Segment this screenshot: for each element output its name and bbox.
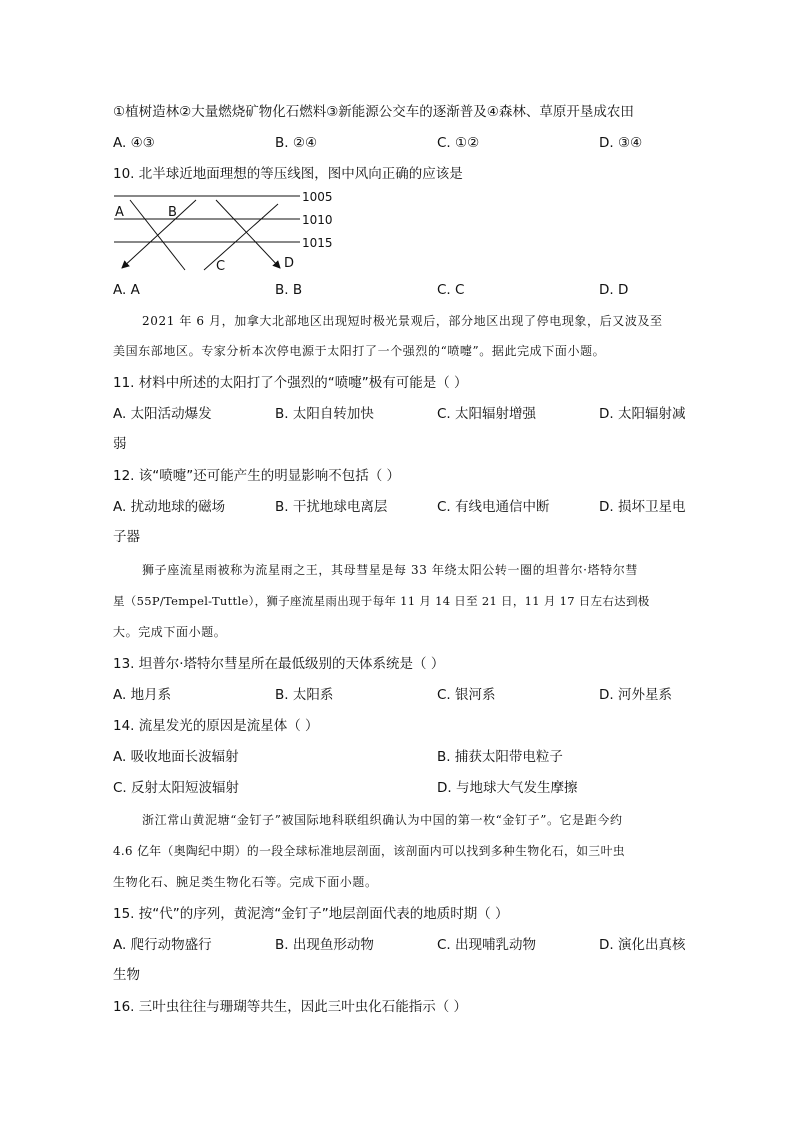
q13-option-d[interactable]: D. 河外星系 — [599, 687, 672, 703]
q9-option-d[interactable]: D. ③④ — [599, 135, 643, 151]
q15-option-d[interactable]: D. 演化出真核 — [599, 937, 686, 953]
q9-option-a[interactable]: A. ④③ — [113, 135, 155, 151]
q10-option-c[interactable]: C. C — [437, 282, 465, 298]
q9-option-c[interactable]: C. ①② — [437, 135, 480, 151]
passage1-line2: 美国东部地区。专家分析本次停电源于太阳打了一个强烈的“喷嚏”。据此完成下面小题。 — [113, 344, 606, 358]
q10-option-b[interactable]: B. B — [275, 282, 303, 298]
passage2-line1: 狮子座流星雨被称为流星雨之王，其母彗星是每 33 年绕太阳公转一圈的坦普尔·塔特尔彗 — [142, 563, 638, 577]
q9-option-b[interactable]: B. ②④ — [275, 135, 318, 151]
q14-stem: 14. 流星发光的原因是流星体（ ） — [113, 718, 319, 734]
q12-option-b[interactable]: B. 干扰地球电离层 — [275, 499, 388, 515]
wind-arrow-a — [122, 200, 196, 268]
q9-items: ①植树造林②大量燃烧矿物化石燃料③新能源公交车的逐渐普及④森林、草原开垦成农田 — [113, 104, 634, 120]
q12-option-c[interactable]: C. 有线电通信中断 — [437, 499, 550, 515]
q12-option-a[interactable]: A. 扰动地球的磁场 — [113, 499, 226, 515]
q11-option-b[interactable]: B. 太阳自转加快 — [275, 406, 374, 422]
q13-stem: 13. 坦普尔·塔特尔彗星所在最低级别的天体系统是（ ） — [113, 656, 445, 672]
q13-option-a[interactable]: A. 地月系 — [113, 687, 172, 703]
q11-option-d[interactable]: D. 太阳辐射减 — [599, 406, 686, 422]
point-label-d: D — [284, 256, 295, 271]
isobar-label-1005: 1005 — [302, 190, 333, 204]
passage3-line1: 浙江常山黄泥塘“金钉子”被国际地科联组织确认为中国的第一枚“金钉子”。它是距今约 — [142, 813, 623, 827]
passage3-line2: 4.6 亿年（奥陶纪中期）的一段全球标准地层剖面，该剖面内可以找到多种生物化石，如三叶虫 — [113, 844, 625, 858]
q12-option-d[interactable]: D. 损坏卫星电 — [599, 499, 686, 515]
q11-option-a[interactable]: A. 太阳活动爆发 — [113, 406, 212, 422]
q10-option-d[interactable]: D. D — [599, 282, 629, 298]
q12-stem: 12. 该“喷嚏”还可能产生的明显影响不包括（ ） — [113, 468, 401, 484]
passage2-line2: 星（55P/Tempel-Tuttle），狮子座流星雨出现于每年 11 月 14 日至 21 日，11 月 17 日左右达到极 — [113, 594, 650, 608]
isobar-label-1010: 1010 — [302, 213, 333, 227]
passage1-line1: 2021 年 6 月，加拿大北部地区出现短时极光景观后，部分地区出现了停电现象，后又波及至 — [142, 314, 663, 328]
isobar-label-1015: 1015 — [302, 236, 333, 250]
q13-option-b[interactable]: B. 太阳系 — [275, 687, 334, 703]
q10-option-a[interactable]: A. A — [113, 282, 140, 298]
q16-stem: 16. 三叶虫往往与珊瑚等共生，因此三叶虫化石能指示（ ） — [113, 999, 468, 1015]
q12-option-d-wrap: 子器 — [113, 529, 140, 545]
isobar-diagram — [108, 186, 348, 276]
q15-option-c[interactable]: C. 出现哺乳动物 — [437, 937, 537, 953]
q10-stem: 10. 北半球近地面理想的等压线图，图中风向正确的应该是 — [113, 166, 463, 182]
q14-option-c[interactable]: C. 反射太阳短波辐射 — [113, 780, 240, 796]
q11-option-c[interactable]: C. 太阳辐射增强 — [437, 406, 537, 422]
point-label-a: A — [115, 205, 124, 220]
passage2-line3: 大。完成下面小题。 — [113, 625, 227, 639]
q15-option-b[interactable]: B. 出现鱼形动物 — [275, 937, 374, 953]
q11-option-d-wrap: 弱 — [113, 436, 127, 452]
q14-option-a[interactable]: A. 吸收地面长波辐射 — [113, 749, 239, 765]
q11-stem: 11. 材料中所述的太阳打了个强烈的“喷嚏”极有可能是（ ） — [113, 375, 468, 391]
q15-option-a[interactable]: A. 爬行动物盛行 — [113, 937, 212, 953]
q15-stem: 15. 按“代”的序列，黄泥湾“金钉子”地层剖面代表的地质时期（ ） — [113, 906, 509, 922]
point-label-c: C — [216, 259, 226, 274]
passage3-line3: 生物化石、腕足类生物化石等。完成下面小题。 — [113, 875, 378, 889]
point-label-b: B — [168, 205, 177, 220]
q15-option-d-wrap: 生物 — [113, 967, 140, 983]
q13-option-c[interactable]: C. 银河系 — [437, 687, 496, 703]
q14-option-d[interactable]: D. 与地球大气发生摩擦 — [437, 780, 578, 796]
q14-option-b[interactable]: B. 捕获太阳带电粒子 — [437, 749, 563, 765]
